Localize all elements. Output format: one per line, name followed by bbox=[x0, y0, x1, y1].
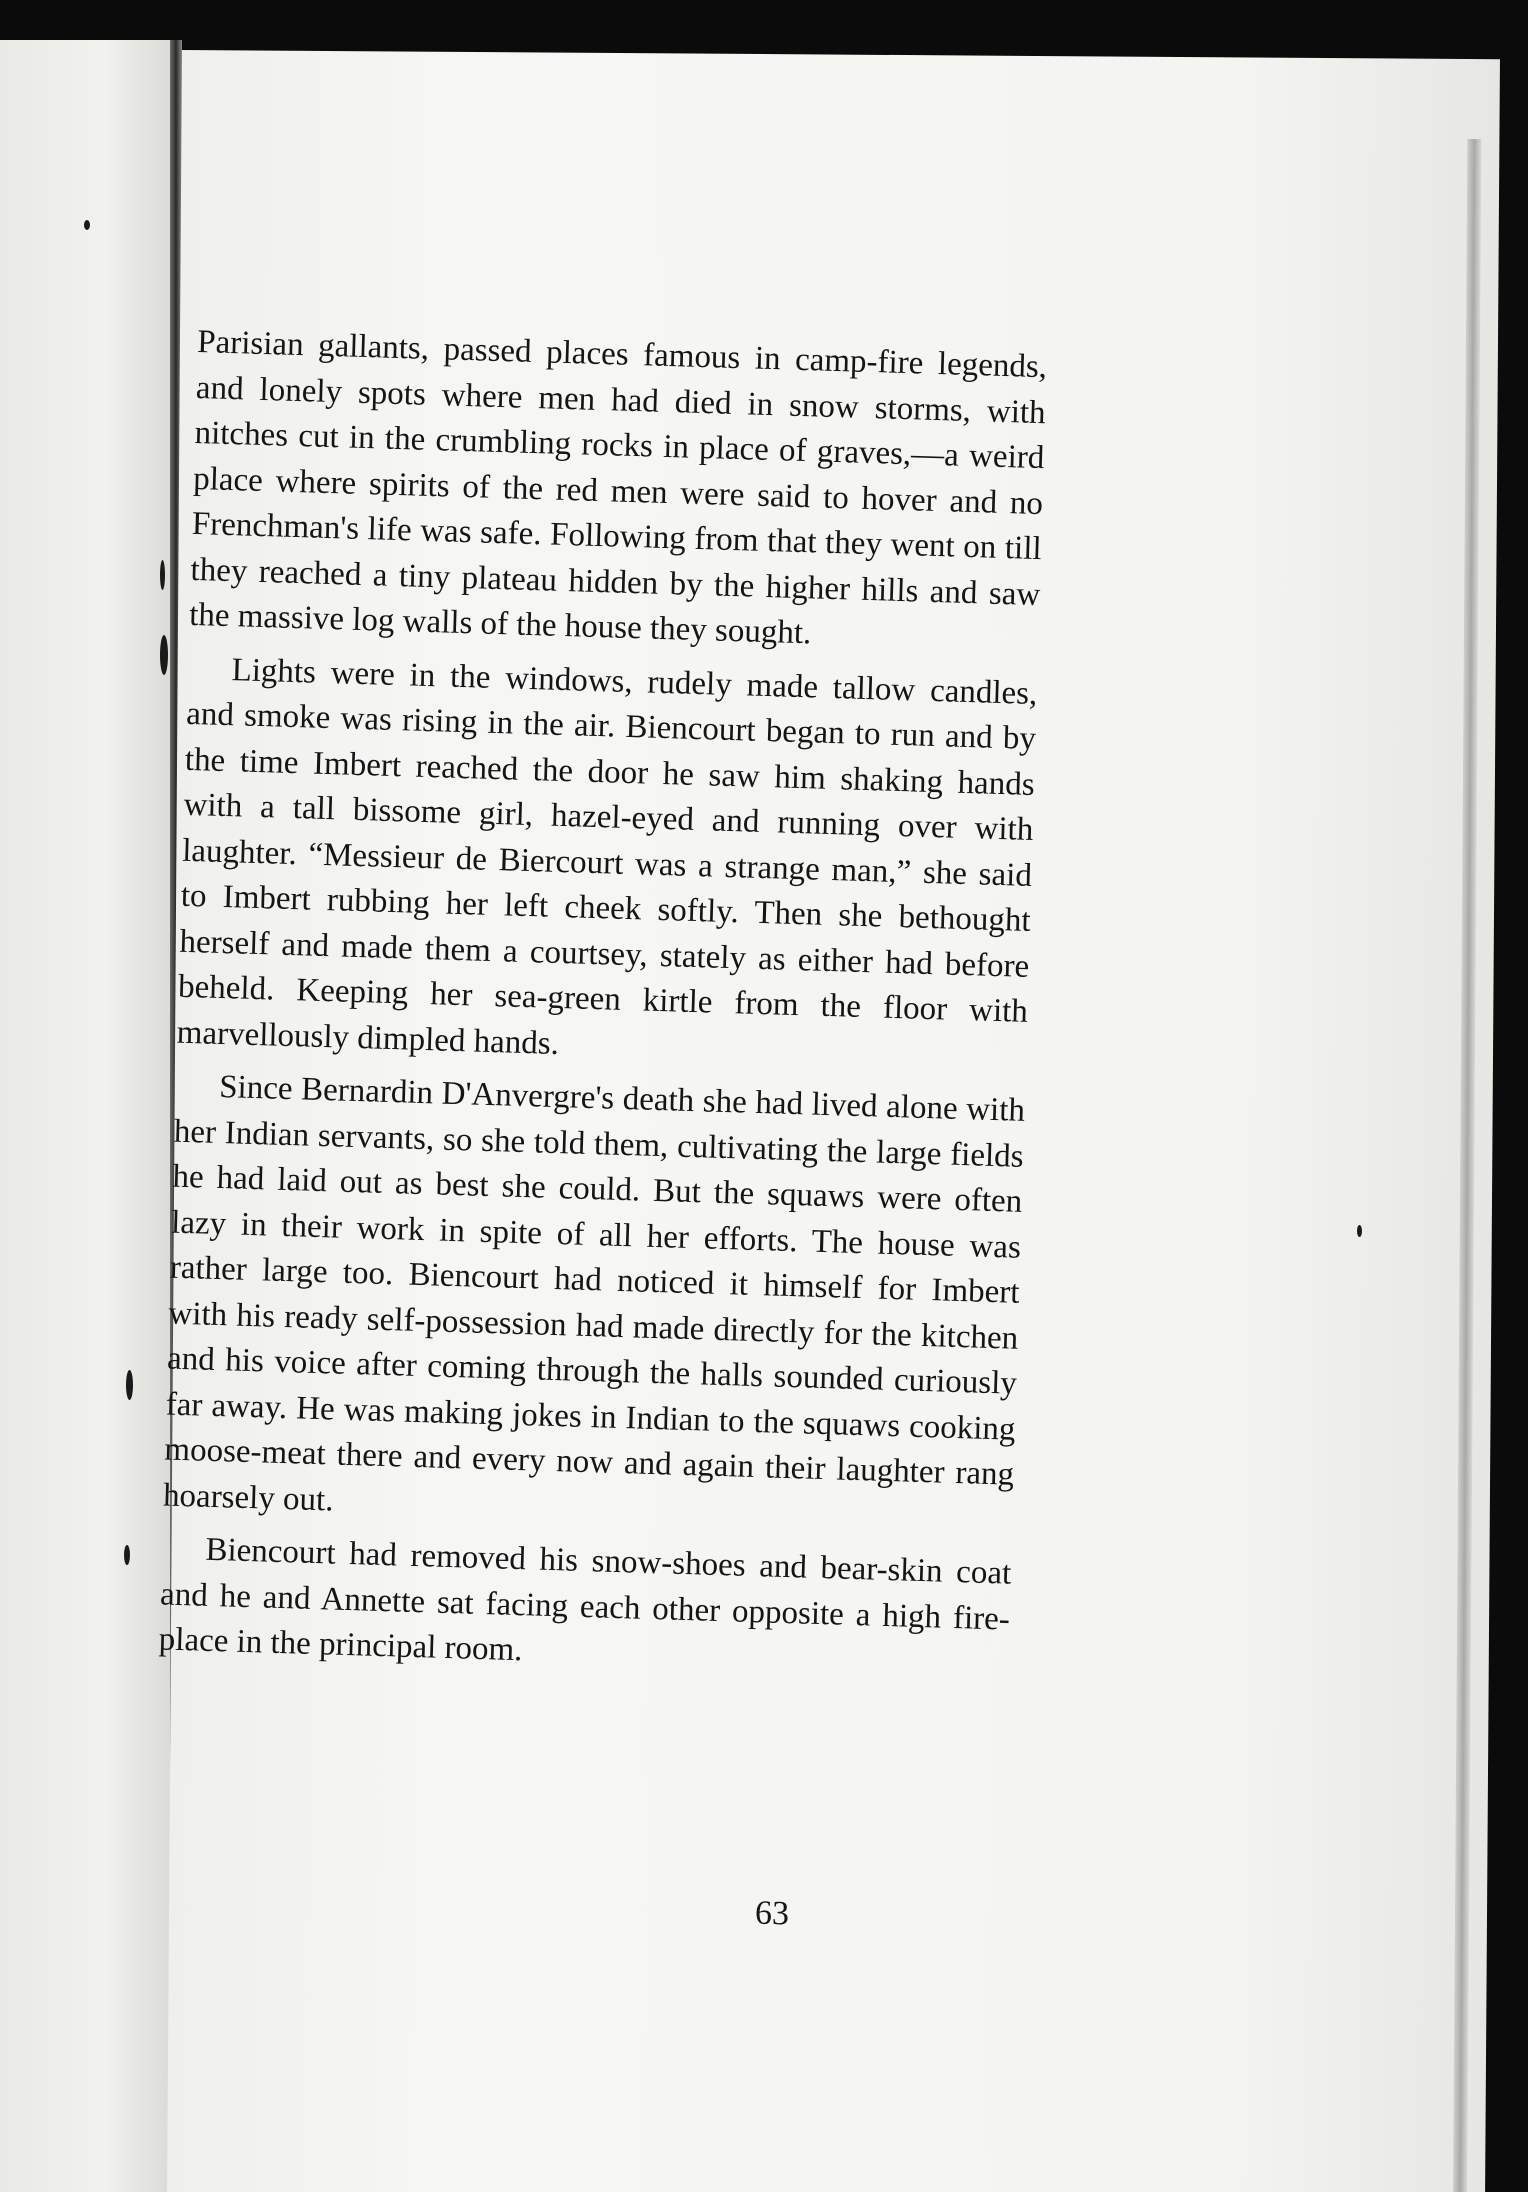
margin-speck bbox=[84, 220, 90, 230]
margin-speck bbox=[1357, 1225, 1362, 1237]
paragraph: Since Bernardin D'Anvergre's death she had lived alone with her Indian servants, so she told them, cultivating the large fields he had laid out as best she could. But the squaws were often lazy in their work in spite of all her efforts. The house was rather large too. Biencourt had noticed it himself for Imbert with his ready self-possession had made directly for the kitchen and his voice after coming through the halls sounded curiously far away. He was making jokes in Indian to the squaws cooking moose-meat there and every now and again their laughter rang hoarsely out. bbox=[162, 1068, 1026, 1519]
margin-speck bbox=[126, 1370, 133, 1400]
body-text bbox=[158, 320, 1048, 1696]
left-page-edge bbox=[0, 40, 175, 2192]
page-stack-edge bbox=[1453, 139, 1482, 2192]
margin-speck bbox=[124, 1545, 130, 1565]
paragraph: Biencourt had removed his snow-shoes and bear-skin coat and he and Annette sat facing each other opposite a high fire-place in the principal room. bbox=[158, 1531, 1012, 1669]
margin-speck bbox=[160, 560, 165, 590]
paragraph: Parisian gallants, passed places famous in camp-fire legends, and lonely spots where men had died in snow storms, with nitches cut in the crumbling rocks in place of graves,—a weird place where spirits of the red men were said to hover and no Frenchman's life was safe. Following from that they went on till they reached a tiny plateau hidden by the higher hills and saw the massive log walls of the house they sought. bbox=[188, 323, 1048, 652]
margin-speck bbox=[160, 635, 168, 675]
paragraph: Lights were in the windows, rudely made tallow candles, and smoke was rising in the air. Biencourt began to run and by the time Imbert reached the door he saw him shaking hands with a tall bissome girl, hazel-eyed and running over with laughter. “Messieur de Biercourt was a strange man,” she said to Imbert rubbing her left cheek softly. Then she bethought herself and made them a courtsey, stately as either had before beheld. Keeping her sea-green kirtle from the floor with marvellously dimpled hands. bbox=[176, 651, 1038, 1062]
page-number: 63 bbox=[754, 1894, 790, 1933]
